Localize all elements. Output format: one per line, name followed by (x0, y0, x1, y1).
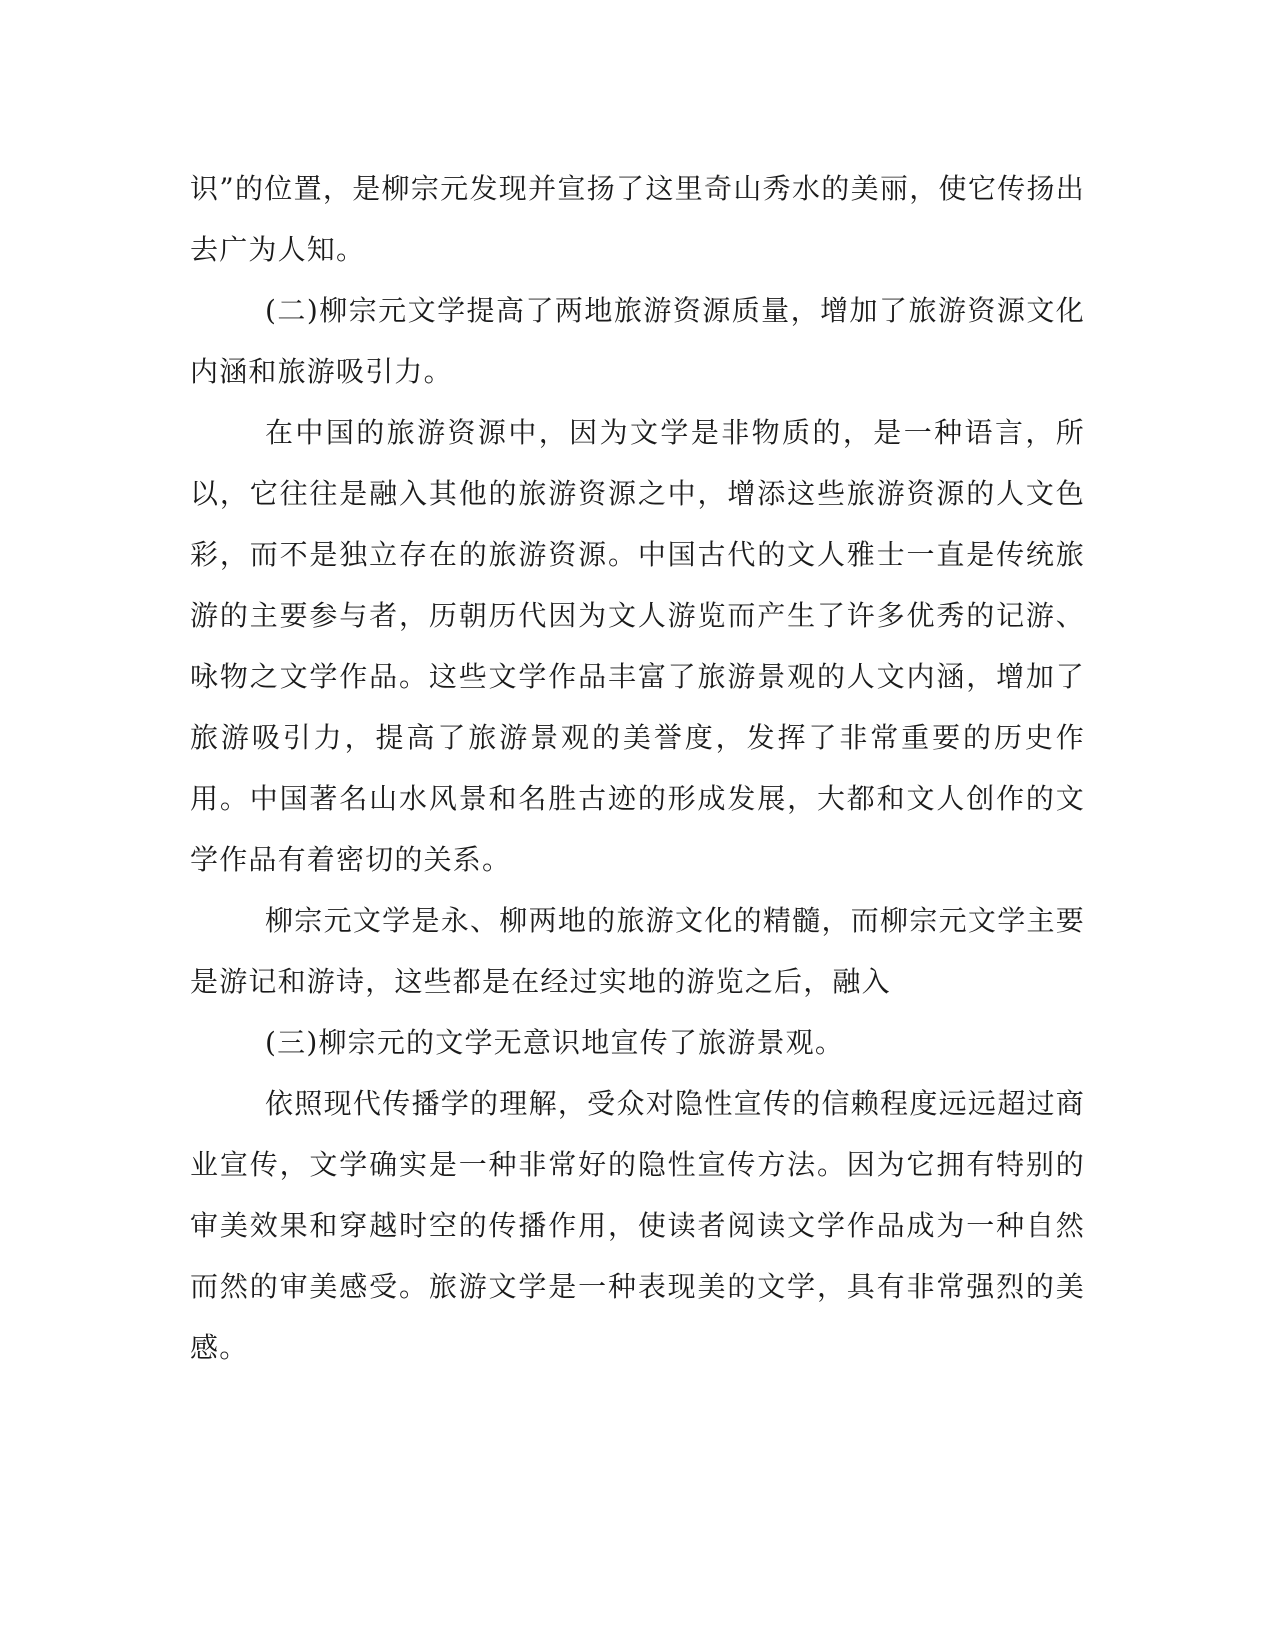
section-heading-2: (二)柳宗元文学提高了两地旅游资源质量，增加了旅游资源文化内涵和旅游吸引力。 (190, 294, 1085, 388)
paragraph-liu-zongyuan-literature: 柳宗元文学是永、柳两地的旅游文化的精髓，而柳宗元文学主要是游记和游诗，这些都是在经过实地的游览之后，融入 (190, 904, 1085, 998)
section-heading-3: (三)柳宗元的文学无意识地宣传了旅游景观。 (265, 1026, 845, 1059)
paragraph-communication: 依照现代传播学的理解，受众对隐性宣传的信赖程度远远超过商业宣传，文学确实是一种非常好的隐性宣传方法。因为它拥有特别的审美效果和穿越时空的传播作用，使读者阅读文学作品成为一种自然而然的审美感受。旅游文学是一种表现美的文学，具有非常强烈的美感。 (190, 1087, 1085, 1364)
paragraph-continuation: 识”的位置，是柳宗元发现并宣扬了这里奇山秀水的美丽，使它传扬出去广为人知。 (190, 172, 1085, 266)
paragraph-literature-resources: 在中国的旅游资源中，因为文学是非物质的，是一种语言，所以，它往往是融入其他的旅游资源之中，增添这些旅游资源的人文色彩，而不是独立存在的旅游资源。中国古代的文人雅士一直是传统旅游的主要参与者，历朝历代因为文人游览而产生了许多优秀的记游、咏物之文学作品。这些文学作品丰富了旅游景观的人文内涵，增加了旅游吸引力，提高了旅游景观的美誉度，发挥了非常重要的历史作用。中国著名山水风景和名胜古迹的形成发展，大都和文人创作的文学作品有着密切的关系。 (190, 416, 1085, 876)
document-body (190, 158, 1085, 1378)
